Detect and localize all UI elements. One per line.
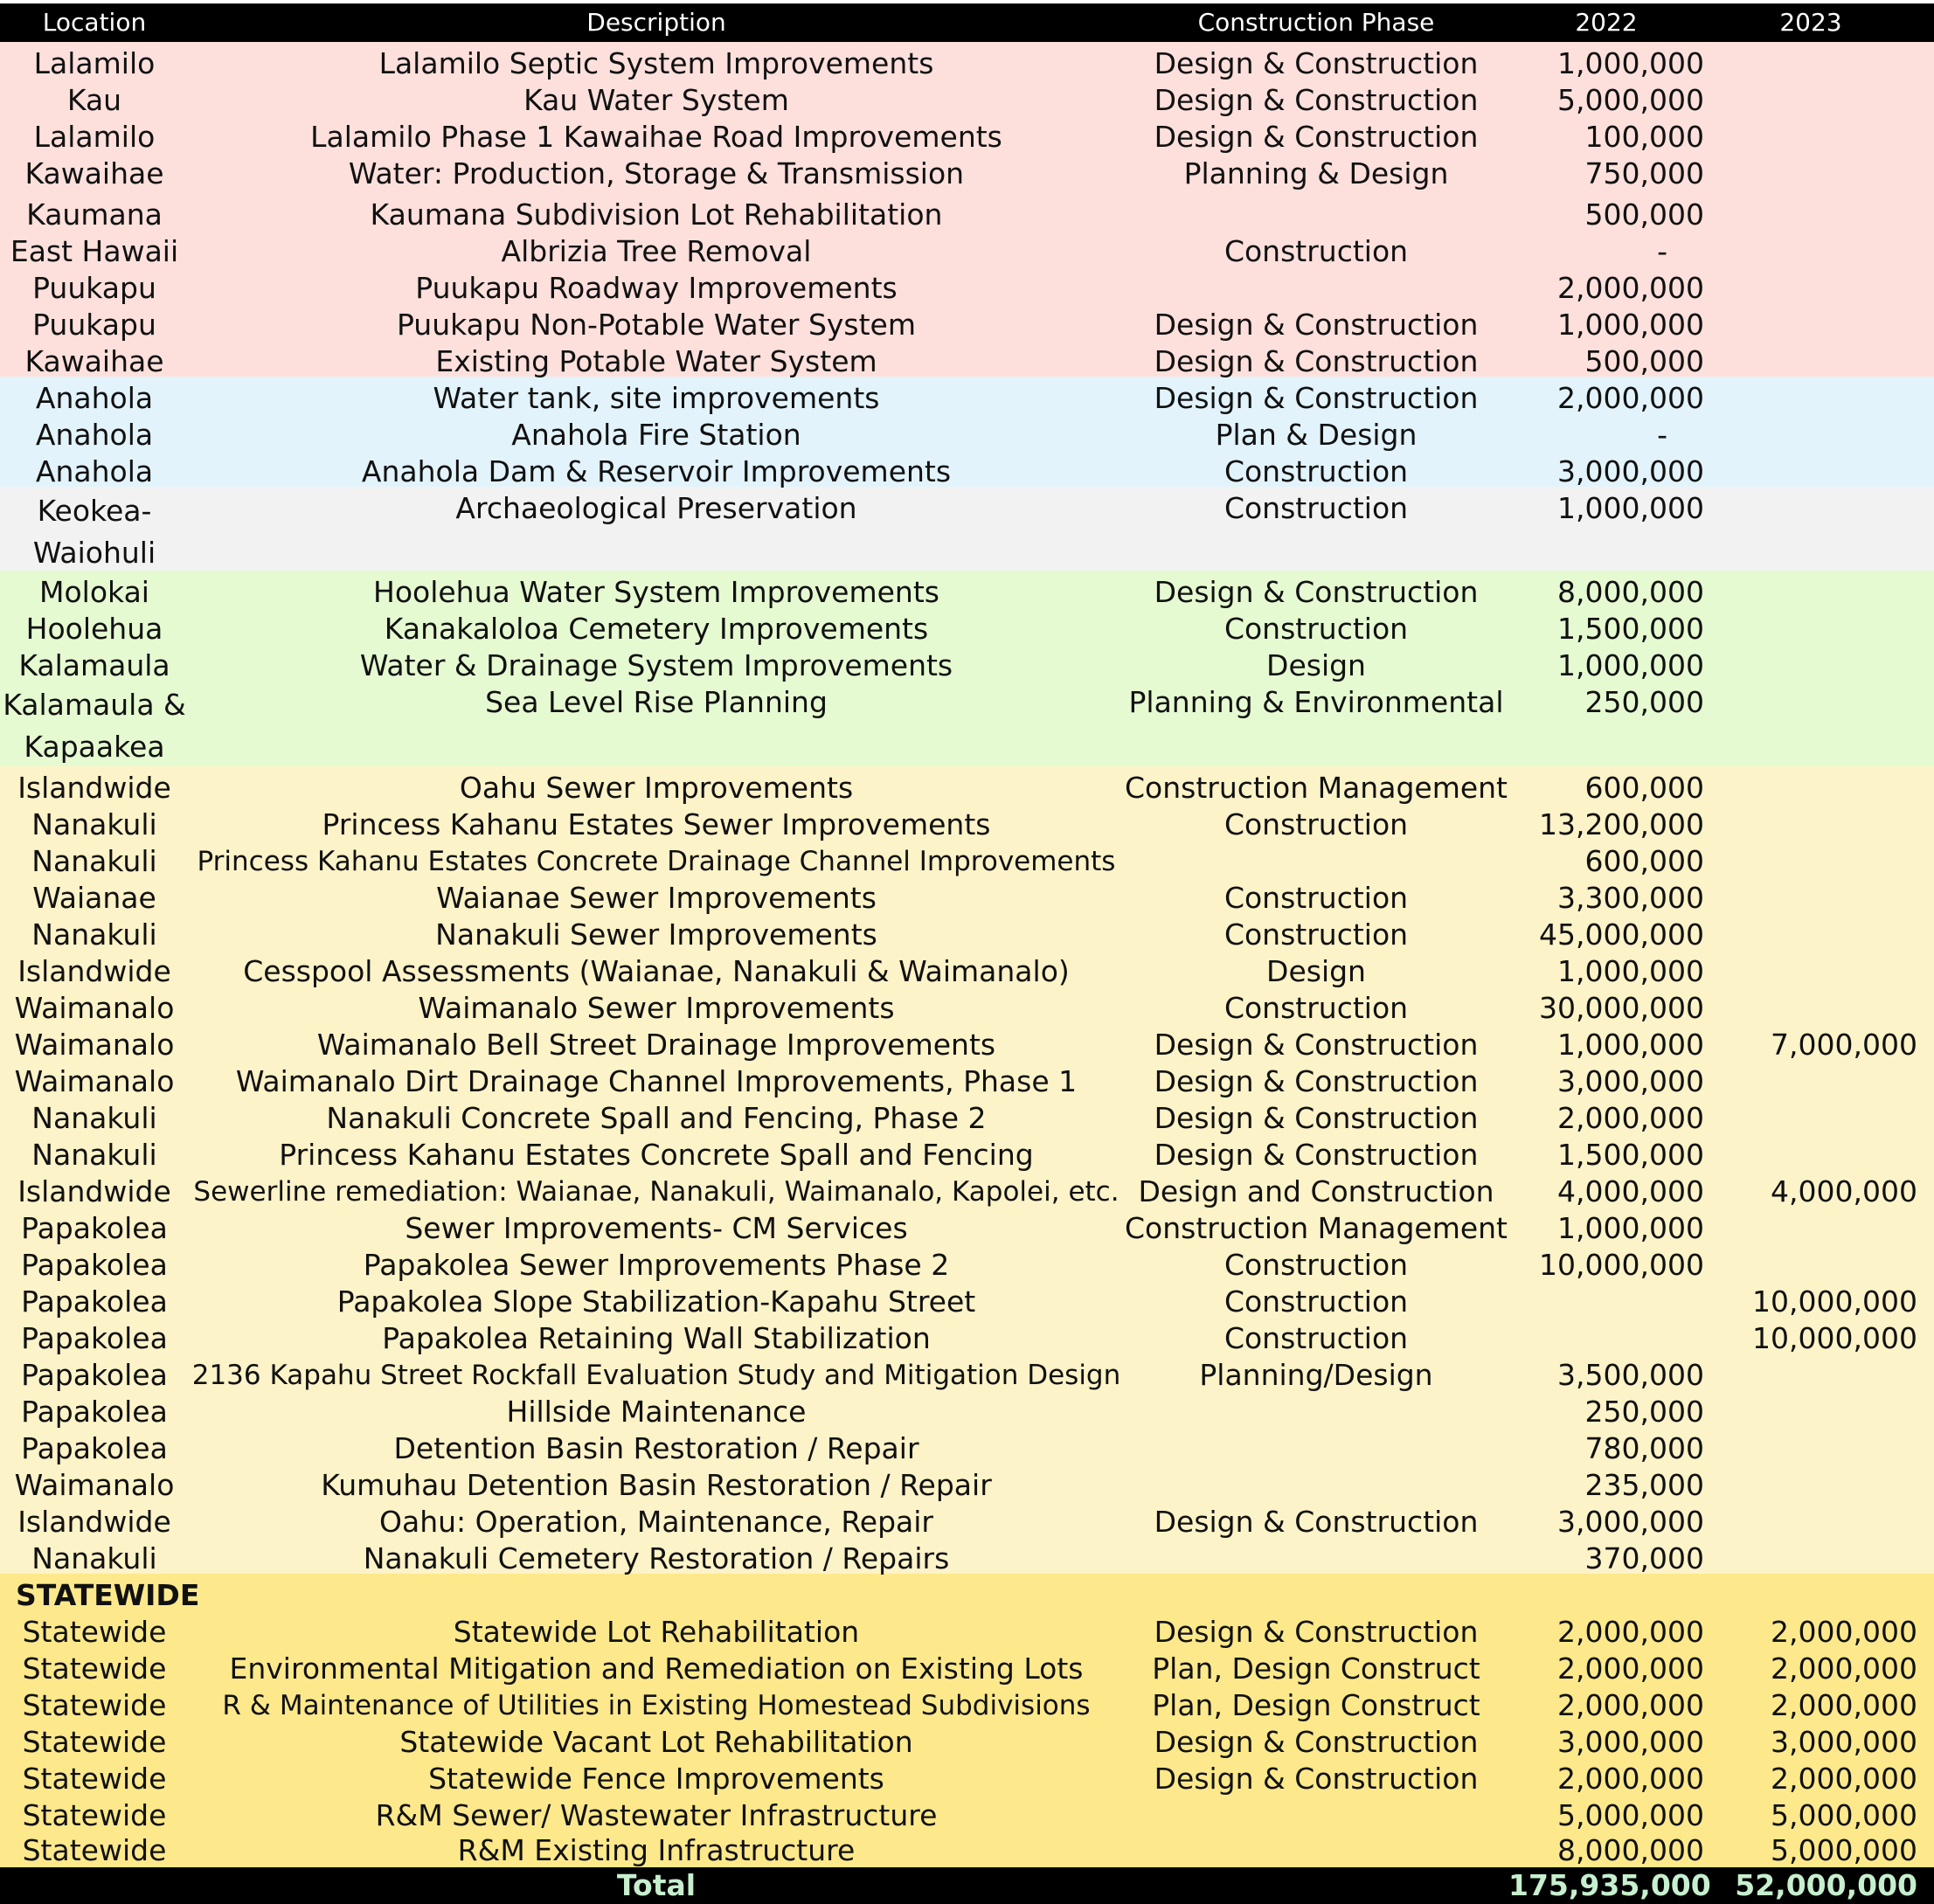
amount-2023-cell	[1704, 1100, 1917, 1137]
description-cell: Nanakuli Concrete Spall and Fencing, Phase 2	[326, 1101, 987, 1135]
phase-cell: Design & Construction	[1154, 46, 1479, 80]
header-location: Location	[42, 8, 147, 37]
location-cell: Papakolea	[21, 1431, 168, 1465]
location-cell: Papakolea	[21, 1284, 168, 1319]
description-cell: R & Maintenance of Utilities in Existing Homestead Subdivisions	[222, 1690, 1091, 1721]
amount-2023-cell	[1704, 1247, 1917, 1284]
location-cell: Puukapu	[32, 271, 156, 305]
amount-2023-cell	[1704, 1210, 1917, 1247]
phase-cell: Design & Construction	[1154, 120, 1479, 154]
total-2022: 175,935,000	[1508, 1868, 1711, 1902]
amount-2023-cell	[1704, 611, 1917, 647]
amount-2022-cell: 1,000,000	[1557, 1211, 1704, 1245]
location-cell: Waianae	[32, 881, 156, 915]
amount-2023-cell: 2,000,000	[1771, 1615, 1917, 1649]
description-cell: Waimanalo Bell Street Drainage Improvements	[316, 1028, 996, 1062]
total-row	[0, 1867, 1934, 1904]
phase-cell: Design & Construction	[1154, 1028, 1479, 1062]
description-cell: R&M Existing Infrastructure	[457, 1833, 856, 1867]
amount-2023-cell	[1704, 574, 1917, 611]
location-cell: Islandwide	[17, 1174, 171, 1208]
amount-2023-cell	[1704, 1467, 1917, 1504]
amount-2022-cell: -	[1657, 234, 1667, 268]
amount-2023-cell	[1704, 1430, 1917, 1467]
phase-cell	[1124, 1541, 1508, 1577]
description-cell: Hoolehua Water System Improvements	[373, 575, 939, 609]
amount-2022-cell: 8,000,000	[1557, 575, 1704, 609]
amount-2023-cell	[1704, 1063, 1917, 1100]
amount-2022-cell: 100,000	[1584, 120, 1704, 154]
description-cell: Waimanalo Dirt Drainage Channel Improvements, Phase 1	[235, 1064, 1078, 1098]
location-cell: Anahola	[35, 454, 154, 488]
location-cell: Nanakuli	[31, 1541, 157, 1575]
amount-2022-cell: 2,000,000	[1557, 271, 1704, 305]
amount-2022-cell: 780,000	[1584, 1431, 1704, 1465]
description-cell: Puukapu Roadway Improvements	[415, 271, 898, 305]
location-cell: Statewide	[22, 1651, 167, 1686]
description-cell: Oahu: Operation, Maintenance, Repair	[379, 1505, 933, 1539]
location-cell: Islandwide	[17, 954, 171, 988]
amount-2023-cell	[1704, 843, 1917, 880]
phase-cell: Construction	[1223, 881, 1409, 915]
total-label: Total	[616, 1868, 697, 1902]
amount-2023-cell: 2,000,000	[1771, 1762, 1917, 1796]
phase-cell	[1124, 197, 1508, 233]
amount-2023-cell	[1704, 1541, 1917, 1577]
amount-2023-cell	[1704, 417, 1917, 453]
location-cell: Kaumana	[26, 197, 163, 232]
phase-cell: Design & Construction	[1154, 1101, 1479, 1135]
phase-cell: Design & Construction	[1154, 575, 1479, 609]
location-cell: Hoolehua	[25, 612, 163, 646]
phase-cell: Plan, Design Construct	[1152, 1688, 1480, 1722]
amount-2022-cell: 5,000,000	[1557, 1798, 1704, 1832]
amount-2022-cell: 250,000	[1584, 685, 1704, 719]
amount-2022-cell: 1,500,000	[1557, 1138, 1704, 1172]
location-cell: Waimanalo	[14, 991, 175, 1025]
phase-cell: Design	[1266, 954, 1366, 988]
amount-2023-cell	[1704, 1504, 1917, 1541]
amount-2023-cell	[1704, 156, 1917, 192]
phase-cell: Design	[1266, 648, 1366, 682]
amount-2022-cell: 600,000	[1584, 844, 1704, 878]
amount-2023-cell: 10,000,000	[1752, 1321, 1917, 1355]
description-cell: Sea Level Rise Planning	[485, 685, 828, 719]
header-2023: 2023	[1779, 8, 1842, 37]
description-cell: Puukapu Non-Potable Water System	[396, 308, 917, 342]
description-cell: Environmental Mitigation and Remediation on Existing Lots	[229, 1651, 1084, 1686]
amount-2023-cell	[1704, 953, 1917, 990]
description-cell: Statewide Lot Rehabilitation	[453, 1615, 860, 1649]
amount-2022-cell: 3,000,000	[1557, 454, 1704, 488]
amount-2022-cell: 1,000,000	[1557, 954, 1704, 988]
amount-2022-cell	[1508, 1284, 1704, 1320]
amount-2023-cell	[1704, 453, 1917, 490]
location-cell: Nanakuli	[31, 917, 157, 952]
amount-2022-cell: 2,000,000	[1557, 1615, 1704, 1649]
amount-2023-cell	[1704, 1394, 1917, 1430]
amount-2022-cell: 1,000,000	[1557, 491, 1704, 525]
amount-2023-cell	[1704, 807, 1917, 843]
amount-2023-cell	[1704, 343, 1917, 380]
amount-2023-cell: 2,000,000	[1771, 1688, 1917, 1722]
phase-cell	[1124, 1797, 1508, 1834]
location-cell: Statewide	[22, 1798, 167, 1832]
phase-cell: Construction	[1223, 234, 1409, 268]
amount-2022-cell: -	[1657, 418, 1667, 452]
amount-2023-cell	[1704, 1357, 1917, 1394]
description-cell: Papakolea Retaining Wall Stabilization	[382, 1321, 931, 1355]
phase-cell: Construction	[1223, 1284, 1409, 1319]
description-cell: Sewerline remediation: Waianae, Nanakuli, Waimanalo, Kapolei, etc.	[193, 1176, 1120, 1208]
location-cell: Nanakuli	[31, 1138, 157, 1172]
location-cell: Statewide	[22, 1688, 167, 1722]
description-cell: Existing Potable Water System	[435, 344, 877, 378]
description-cell: Anahola Fire Station	[511, 418, 801, 452]
section-label-statewide: STATEWIDE	[16, 1578, 200, 1612]
phase-cell: Design and Construction	[1138, 1174, 1494, 1208]
phase-cell	[1124, 1394, 1508, 1430]
amount-2022-cell: 3,000,000	[1557, 1505, 1704, 1539]
location-cell: Waimanalo	[14, 1064, 175, 1098]
amount-2022-cell: 370,000	[1584, 1541, 1704, 1575]
amount-2022-cell: 2,000,000	[1557, 1101, 1704, 1135]
amount-2022-cell: 2,000,000	[1557, 381, 1704, 415]
amount-2022-cell: 3,300,000	[1557, 881, 1704, 915]
description-cell: Waimanalo Sewer Improvements	[418, 991, 895, 1025]
phase-cell: Design & Construction	[1154, 344, 1479, 378]
phase-cell: Design & Construction	[1154, 1064, 1479, 1098]
location-cell: Molokai	[39, 575, 149, 609]
amount-2023-cell: 2,000,000	[1771, 1651, 1917, 1686]
amount-2022-cell: 13,200,000	[1539, 807, 1704, 841]
phase-cell: Construction Management	[1125, 1211, 1508, 1245]
phase-cell	[1124, 270, 1508, 307]
amount-2022-cell: 1,500,000	[1557, 612, 1704, 646]
location-cell: Anahola	[35, 381, 154, 415]
location-cell: Kawaihae	[24, 156, 164, 190]
amount-2023-cell	[1704, 82, 1917, 119]
location-cell: Kalamaula	[18, 648, 170, 682]
description-cell: 2136 Kapahu Street Rockfall Evaluation Study and Mitigation Design	[191, 1360, 1121, 1391]
amount-2023-cell	[1704, 45, 1917, 82]
phase-cell	[1124, 1467, 1508, 1504]
amount-2022-cell: 2,000,000	[1557, 1688, 1704, 1722]
amount-2023-cell: 5,000,000	[1771, 1833, 1917, 1867]
phase-cell: Construction	[1223, 454, 1409, 488]
amount-2022-cell: 500,000	[1584, 197, 1704, 232]
description-cell: Kau Water System	[523, 83, 789, 117]
description-cell: Sewer Improvements- CM Services	[405, 1211, 908, 1245]
amount-2022-cell: 250,000	[1584, 1395, 1704, 1429]
amount-2022-cell: 3,000,000	[1557, 1064, 1704, 1098]
description-cell: Kaumana Subdivision Lot Rehabilitation	[370, 197, 943, 232]
amount-2023-cell	[1704, 233, 1917, 270]
amount-2023-cell	[1704, 917, 1917, 953]
amount-2022-cell: 1,000,000	[1557, 1028, 1704, 1062]
description-cell: Princess Kahanu Estates Concrete Drainage Channel Improvements	[197, 846, 1116, 877]
description-cell: Hillside Maintenance	[506, 1395, 807, 1429]
phase-cell: Construction	[1223, 491, 1409, 525]
amount-2022-cell: 3,000,000	[1557, 1725, 1704, 1759]
phase-cell: Design & Construction	[1154, 1725, 1479, 1759]
description-cell: Lalamilo Phase 1 Kawaihae Road Improvements	[310, 120, 1002, 154]
phase-cell	[1124, 843, 1508, 880]
amount-2023-cell	[1704, 380, 1917, 417]
description-cell: R&M Sewer/ Wastewater Infrastructure	[375, 1798, 938, 1832]
location-cell: Lalamilo	[33, 120, 156, 154]
phase-cell: Design & Construction	[1154, 1615, 1479, 1649]
description-cell: Princess Kahanu Estates Concrete Spall and Fencing	[279, 1138, 1034, 1172]
location-cell: Statewide	[22, 1615, 167, 1649]
amount-2023-cell	[1704, 684, 1917, 721]
description-cell: Water & Drainage System Improvements	[359, 648, 953, 682]
location-cell: Statewide	[22, 1762, 167, 1796]
description-cell: Cesspool Assessments (Waianae, Nanakuli & Waimanalo)	[243, 954, 1070, 988]
location-cell: Lalamilo	[33, 46, 156, 80]
location-cell: Papakolea	[21, 1395, 168, 1429]
location-cell: Nanakuli	[31, 807, 157, 841]
description-cell: Nanakuli Cemetery Restoration / Repairs	[363, 1541, 950, 1575]
location-cell: Kau	[66, 83, 122, 117]
location-cell: Nanakuli	[31, 844, 157, 878]
amount-2022-cell: 3,500,000	[1557, 1358, 1704, 1392]
amount-2022-cell: 1,000,000	[1557, 648, 1704, 682]
description-cell: Papakolea Slope Stabilization-Kapahu Street	[336, 1284, 976, 1319]
location-cell: Keokea-Waiohuli	[32, 494, 156, 570]
phase-cell: Design & Construction	[1154, 83, 1479, 117]
description-cell: Detention Basin Restoration / Repair	[393, 1431, 919, 1465]
location-cell: Islandwide	[17, 1505, 171, 1539]
location-cell: Kawaihae	[24, 344, 164, 378]
location-cell: Waimanalo	[14, 1028, 175, 1062]
phase-cell	[1124, 1430, 1508, 1467]
location-cell: Kalamaula & Kapaakea	[3, 688, 186, 764]
amount-2022-cell: 30,000,000	[1539, 991, 1704, 1025]
total-2023: 52,000,000	[1735, 1868, 1917, 1902]
amount-2023-cell	[1704, 990, 1917, 1027]
amount-2022-cell: 10,000,000	[1539, 1248, 1704, 1282]
description-cell: Waianae Sewer Improvements	[436, 881, 877, 915]
phase-cell: Design & Construction	[1154, 1505, 1479, 1539]
description-cell: Water: Production, Storage & Transmission	[348, 156, 965, 190]
amount-2022-cell	[1508, 1320, 1704, 1357]
phase-cell: Construction	[1223, 991, 1409, 1025]
phase-cell: Construction	[1223, 807, 1409, 841]
location-cell: Papakolea	[21, 1211, 168, 1245]
phase-cell: Design & Construction	[1154, 381, 1479, 415]
amount-2022-cell: 2,000,000	[1557, 1651, 1704, 1686]
amount-2022-cell: 8,000,000	[1557, 1833, 1704, 1867]
phase-cell: Construction	[1223, 1248, 1409, 1282]
amount-2023-cell	[1704, 490, 1917, 527]
header-2022: 2022	[1575, 8, 1638, 37]
amount-2023-cell	[1704, 880, 1917, 917]
amount-2023-cell	[1704, 119, 1917, 156]
location-cell: Islandwide	[17, 771, 171, 805]
phase-cell: Design & Construction	[1154, 1138, 1479, 1172]
phase-cell: Planning/Design	[1199, 1358, 1433, 1392]
amount-2023-cell	[1704, 770, 1917, 807]
phase-cell: Construction	[1223, 612, 1409, 646]
amount-2022-cell: 1,000,000	[1557, 308, 1704, 342]
header-phase: Construction Phase	[1197, 8, 1435, 37]
amount-2023-cell	[1704, 270, 1917, 307]
amount-2023-cell: 5,000,000	[1771, 1798, 1917, 1832]
description-cell: Oahu Sewer Improvements	[459, 771, 854, 805]
description-cell: Papakolea Sewer Improvements Phase 2	[363, 1248, 950, 1282]
description-cell: Albrizia Tree Removal	[501, 234, 812, 268]
phase-cell: Plan & Design	[1215, 418, 1418, 452]
description-cell: Princess Kahanu Estates Sewer Improvements	[322, 807, 991, 841]
amount-2023-cell	[1704, 647, 1917, 684]
location-cell: Anahola	[35, 418, 154, 452]
header-description: Description	[586, 8, 726, 37]
description-cell: Kanakaloloa Cemetery Improvements	[384, 612, 929, 646]
description-cell: Kumuhau Detention Basin Restoration / Repair	[321, 1468, 992, 1502]
location-cell: Nanakuli	[31, 1101, 157, 1135]
amount-2022-cell: 1,000,000	[1557, 46, 1704, 80]
amount-2022-cell: 45,000,000	[1539, 917, 1704, 952]
amount-2023-cell: 4,000,000	[1771, 1174, 1917, 1208]
amount-2023-cell	[1704, 307, 1917, 343]
phase-cell: Construction Management	[1125, 771, 1508, 805]
phase-cell	[1124, 1832, 1508, 1869]
phase-cell: Construction	[1223, 917, 1409, 952]
location-cell: East Hawaii	[10, 234, 179, 268]
amount-2022-cell: 4,000,000	[1557, 1174, 1704, 1208]
amount-2022-cell: 500,000	[1584, 344, 1704, 378]
phase-cell: Plan, Design Construct	[1152, 1651, 1480, 1686]
phase-cell: Construction	[1223, 1321, 1409, 1355]
phase-cell: Planning & Design	[1183, 156, 1449, 190]
description-cell: Water tank, site improvements	[433, 381, 880, 415]
amount-2023-cell: 7,000,000	[1771, 1028, 1917, 1062]
amount-2022-cell: 2,000,000	[1557, 1762, 1704, 1796]
amount-2022-cell: 235,000	[1584, 1468, 1704, 1502]
amount-2022-cell: 600,000	[1584, 771, 1704, 805]
location-cell: Papakolea	[21, 1321, 168, 1355]
amount-2023-cell	[1704, 1137, 1917, 1174]
description-cell: Lalamilo Septic System Improvements	[378, 46, 934, 80]
amount-2023-cell: 10,000,000	[1752, 1284, 1917, 1319]
location-cell: Waimanalo	[14, 1468, 175, 1502]
phase-cell: Design & Construction	[1154, 1762, 1479, 1796]
amount-2022-cell: 5,000,000	[1557, 83, 1704, 117]
location-cell: Statewide	[22, 1725, 167, 1759]
description-cell: Statewide Fence Improvements	[428, 1762, 884, 1796]
phase-cell: Planning & Environmental	[1128, 685, 1504, 719]
description-cell: Archaeological Preservation	[455, 491, 857, 525]
description-cell: Statewide Vacant Lot Rehabilitation	[399, 1725, 913, 1759]
amount-2023-cell: 3,000,000	[1771, 1725, 1917, 1759]
location-cell: Papakolea	[21, 1248, 168, 1282]
location-cell: Statewide	[22, 1833, 167, 1867]
phase-cell: Design & Construction	[1154, 308, 1479, 342]
description-cell: Anahola Dam & Reservoir Improvements	[361, 454, 952, 488]
amount-2022-cell: 750,000	[1584, 156, 1704, 190]
amount-2023-cell	[1704, 197, 1917, 233]
location-cell: Papakolea	[21, 1358, 168, 1392]
table-header	[0, 3, 1934, 42]
location-cell: Puukapu	[32, 308, 156, 342]
description-cell: Nanakuli Sewer Improvements	[435, 917, 877, 952]
